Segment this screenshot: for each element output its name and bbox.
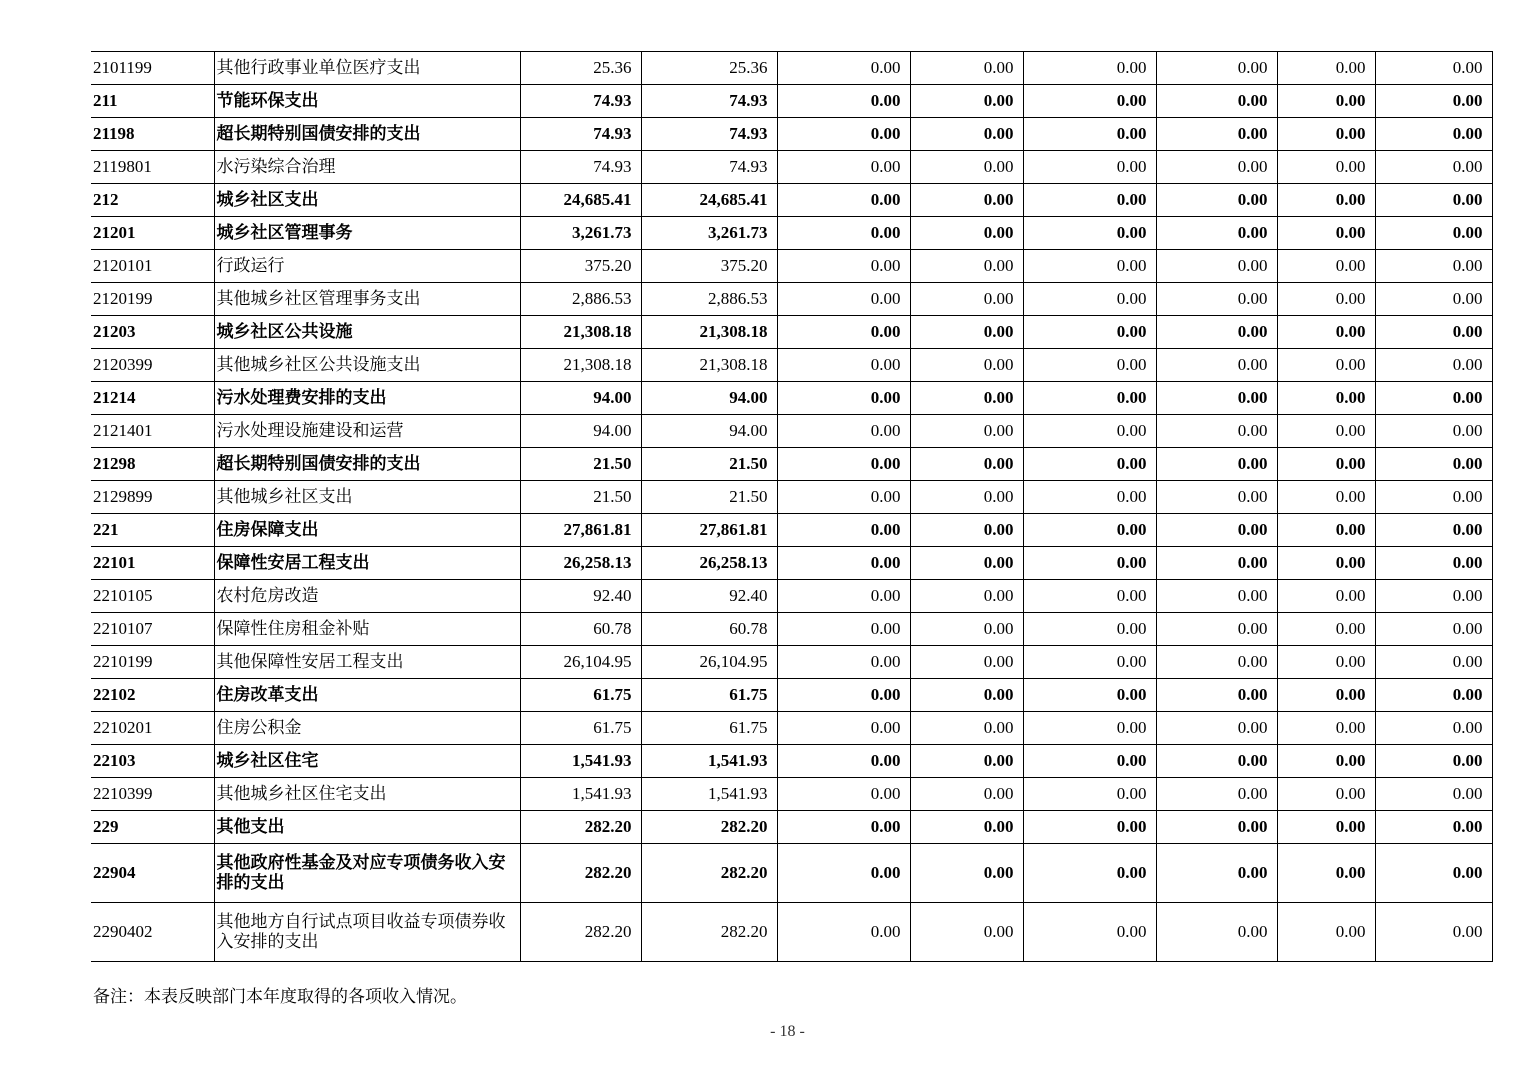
subject-name-cell: 保障性住房租金补贴 — [214, 613, 520, 646]
amount-cell: 0.00 — [1023, 415, 1156, 448]
amount-cell: 74.93 — [520, 118, 641, 151]
amount-cell: 0.00 — [1023, 811, 1156, 844]
table-row — [91, 712, 1492, 745]
amount-cell: 0.00 — [910, 283, 1023, 316]
amount-cell: 0.00 — [1023, 547, 1156, 580]
amount-cell: 0.00 — [1023, 151, 1156, 184]
table-row — [91, 903, 1492, 962]
subject-code-cell: 22102 — [91, 679, 214, 712]
amount-cell: 0.00 — [1156, 580, 1277, 613]
amount-cell: 25.36 — [641, 52, 777, 85]
amount-cell: 0.00 — [777, 448, 910, 481]
subject-name-cell: 其他城乡社区管理事务支出 — [214, 283, 520, 316]
amount-cell: 0.00 — [1375, 844, 1492, 903]
subject-code-cell: 21203 — [91, 316, 214, 349]
amount-cell: 0.00 — [1023, 679, 1156, 712]
amount-cell: 0.00 — [1156, 151, 1277, 184]
amount-cell: 0.00 — [1277, 349, 1375, 382]
amount-cell: 0.00 — [1277, 580, 1375, 613]
amount-cell: 0.00 — [1277, 778, 1375, 811]
amount-cell: 0.00 — [910, 679, 1023, 712]
amount-cell: 60.78 — [641, 613, 777, 646]
amount-cell: 0.00 — [1023, 250, 1156, 283]
amount-cell: 0.00 — [777, 217, 910, 250]
amount-cell: 0.00 — [1023, 52, 1156, 85]
amount-cell: 0.00 — [1023, 283, 1156, 316]
amount-cell: 0.00 — [1277, 811, 1375, 844]
amount-cell: 21.50 — [520, 481, 641, 514]
subject-name-cell: 农村危房改造 — [214, 580, 520, 613]
amount-cell: 0.00 — [910, 514, 1023, 547]
amount-cell: 21.50 — [520, 448, 641, 481]
amount-cell: 0.00 — [1375, 778, 1492, 811]
amount-cell: 0.00 — [1023, 481, 1156, 514]
amount-cell: 24,685.41 — [520, 184, 641, 217]
amount-cell: 0.00 — [910, 712, 1023, 745]
amount-cell: 0.00 — [1156, 85, 1277, 118]
table-row — [91, 316, 1492, 349]
amount-cell: 0.00 — [910, 646, 1023, 679]
subject-name-cell: 其他城乡社区支出 — [214, 481, 520, 514]
amount-cell: 0.00 — [1156, 184, 1277, 217]
subject-code-cell: 2210201 — [91, 712, 214, 745]
amount-cell: 0.00 — [1277, 250, 1375, 283]
amount-cell: 0.00 — [1375, 745, 1492, 778]
amount-cell: 0.00 — [1023, 844, 1156, 903]
amount-cell: 61.75 — [520, 679, 641, 712]
amount-cell: 0.00 — [1375, 283, 1492, 316]
amount-cell: 0.00 — [1156, 811, 1277, 844]
subject-name-cell: 其他保障性安居工程支出 — [214, 646, 520, 679]
amount-cell: 0.00 — [777, 844, 910, 903]
subject-code-cell: 2210399 — [91, 778, 214, 811]
amount-cell: 0.00 — [910, 316, 1023, 349]
amount-cell: 0.00 — [1156, 448, 1277, 481]
table-row — [91, 415, 1492, 448]
amount-cell: 0.00 — [777, 85, 910, 118]
amount-cell: 282.20 — [641, 844, 777, 903]
amount-cell: 0.00 — [1023, 349, 1156, 382]
amount-cell: 0.00 — [1375, 448, 1492, 481]
amount-cell: 0.00 — [1277, 613, 1375, 646]
amount-cell: 1,541.93 — [520, 745, 641, 778]
subject-code-cell: 2119801 — [91, 151, 214, 184]
amount-cell: 0.00 — [1023, 613, 1156, 646]
subject-name-cell: 城乡社区管理事务 — [214, 217, 520, 250]
amount-cell: 0.00 — [1156, 349, 1277, 382]
amount-cell: 24,685.41 — [641, 184, 777, 217]
amount-cell: 0.00 — [1375, 184, 1492, 217]
amount-cell: 0.00 — [1023, 316, 1156, 349]
subject-name-cell: 其他政府性基金及对应专项债务收入安排的支出 — [214, 844, 520, 903]
amount-cell: 94.00 — [641, 415, 777, 448]
amount-cell: 2,886.53 — [641, 283, 777, 316]
amount-cell: 0.00 — [777, 547, 910, 580]
amount-cell: 0.00 — [1023, 118, 1156, 151]
subject-code-cell: 2210107 — [91, 613, 214, 646]
amount-cell: 94.00 — [520, 415, 641, 448]
amount-cell: 0.00 — [1375, 217, 1492, 250]
amount-cell: 0.00 — [910, 778, 1023, 811]
amount-cell: 375.20 — [641, 250, 777, 283]
amount-cell: 0.00 — [1277, 151, 1375, 184]
subject-code-cell: 2120199 — [91, 283, 214, 316]
amount-cell: 74.93 — [641, 85, 777, 118]
table-row — [91, 349, 1492, 382]
amount-cell: 0.00 — [1156, 250, 1277, 283]
table-row — [91, 151, 1492, 184]
amount-cell: 0.00 — [1156, 613, 1277, 646]
amount-cell: 0.00 — [910, 844, 1023, 903]
amount-cell: 282.20 — [520, 811, 641, 844]
amount-cell: 0.00 — [910, 151, 1023, 184]
amount-cell: 74.93 — [641, 151, 777, 184]
amount-cell: 0.00 — [777, 250, 910, 283]
amount-cell: 27,861.81 — [520, 514, 641, 547]
amount-cell: 0.00 — [1375, 349, 1492, 382]
amount-cell: 0.00 — [1277, 217, 1375, 250]
subject-code-cell: 22103 — [91, 745, 214, 778]
amount-cell: 0.00 — [777, 811, 910, 844]
subject-name-cell: 住房保障支出 — [214, 514, 520, 547]
amount-cell: 3,261.73 — [641, 217, 777, 250]
amount-cell: 0.00 — [1023, 580, 1156, 613]
subject-name-cell: 超长期特别国债安排的支出 — [214, 448, 520, 481]
amount-cell: 0.00 — [1375, 250, 1492, 283]
amount-cell: 0.00 — [777, 481, 910, 514]
amount-cell: 0.00 — [1277, 52, 1375, 85]
amount-cell: 3,261.73 — [520, 217, 641, 250]
amount-cell: 0.00 — [777, 118, 910, 151]
amount-cell: 0.00 — [777, 184, 910, 217]
amount-cell: 0.00 — [1023, 646, 1156, 679]
amount-cell: 60.78 — [520, 613, 641, 646]
amount-cell: 0.00 — [777, 903, 910, 962]
amount-cell: 0.00 — [1277, 316, 1375, 349]
amount-cell: 0.00 — [1156, 903, 1277, 962]
subject-name-cell: 污水处理费安排的支出 — [214, 382, 520, 415]
table-row — [91, 844, 1492, 903]
table-row — [91, 580, 1492, 613]
amount-cell: 0.00 — [1375, 811, 1492, 844]
amount-cell: 0.00 — [777, 778, 910, 811]
table-row — [91, 448, 1492, 481]
amount-cell: 0.00 — [1277, 283, 1375, 316]
subject-code-cell: 2121401 — [91, 415, 214, 448]
amount-cell: 0.00 — [1277, 646, 1375, 679]
amount-cell: 21.50 — [641, 481, 777, 514]
amount-cell: 0.00 — [1277, 448, 1375, 481]
subject-name-cell: 城乡社区公共设施 — [214, 316, 520, 349]
amount-cell: 0.00 — [1023, 778, 1156, 811]
table-row — [91, 481, 1492, 514]
amount-cell: 0.00 — [1375, 679, 1492, 712]
amount-cell: 0.00 — [1023, 85, 1156, 118]
amount-cell: 0.00 — [1375, 85, 1492, 118]
subject-name-cell: 节能环保支出 — [214, 85, 520, 118]
subject-name-cell: 污水处理设施建设和运营 — [214, 415, 520, 448]
amount-cell: 0.00 — [777, 415, 910, 448]
amount-cell: 0.00 — [777, 283, 910, 316]
amount-cell: 0.00 — [1023, 382, 1156, 415]
amount-cell: 0.00 — [1277, 184, 1375, 217]
amount-cell: 74.93 — [520, 85, 641, 118]
amount-cell: 92.40 — [520, 580, 641, 613]
subject-code-cell: 21214 — [91, 382, 214, 415]
amount-cell: 0.00 — [1023, 903, 1156, 962]
amount-cell: 0.00 — [1375, 481, 1492, 514]
amount-cell: 21,308.18 — [520, 316, 641, 349]
amount-cell: 0.00 — [1156, 52, 1277, 85]
amount-cell: 282.20 — [641, 903, 777, 962]
amount-cell: 21,308.18 — [641, 349, 777, 382]
amount-cell: 94.00 — [641, 382, 777, 415]
amount-cell: 0.00 — [910, 448, 1023, 481]
subject-name-cell: 住房改革支出 — [214, 679, 520, 712]
amount-cell: 0.00 — [910, 547, 1023, 580]
subject-code-cell: 21201 — [91, 217, 214, 250]
table-row — [91, 217, 1492, 250]
amount-cell: 0.00 — [1375, 415, 1492, 448]
amount-cell: 61.75 — [520, 712, 641, 745]
amount-cell: 375.20 — [520, 250, 641, 283]
amount-cell: 0.00 — [1375, 547, 1492, 580]
table-row — [91, 514, 1492, 547]
amount-cell: 0.00 — [1023, 184, 1156, 217]
amount-cell: 0.00 — [1277, 547, 1375, 580]
amount-cell: 61.75 — [641, 679, 777, 712]
table-row — [91, 52, 1492, 85]
subject-name-cell: 城乡社区支出 — [214, 184, 520, 217]
amount-cell: 74.93 — [520, 151, 641, 184]
amount-cell: 0.00 — [1156, 514, 1277, 547]
amount-cell: 0.00 — [1277, 514, 1375, 547]
amount-cell: 0.00 — [1277, 415, 1375, 448]
amount-cell: 0.00 — [1156, 283, 1277, 316]
table-row — [91, 646, 1492, 679]
table-row — [91, 547, 1492, 580]
table-body — [91, 52, 1492, 962]
subject-code-cell: 2101199 — [91, 52, 214, 85]
subject-name-cell: 其他行政事业单位医疗支出 — [214, 52, 520, 85]
amount-cell: 0.00 — [777, 613, 910, 646]
amount-cell: 282.20 — [641, 811, 777, 844]
income-budget-table — [91, 51, 1493, 962]
amount-cell: 0.00 — [1375, 52, 1492, 85]
table-row — [91, 250, 1492, 283]
subject-code-cell: 21298 — [91, 448, 214, 481]
subject-name-cell: 保障性安居工程支出 — [214, 547, 520, 580]
amount-cell: 0.00 — [910, 184, 1023, 217]
amount-cell: 0.00 — [910, 85, 1023, 118]
amount-cell: 0.00 — [1375, 613, 1492, 646]
amount-cell: 0.00 — [1156, 118, 1277, 151]
amount-cell: 0.00 — [1023, 448, 1156, 481]
amount-cell: 0.00 — [1277, 844, 1375, 903]
amount-cell: 0.00 — [1375, 514, 1492, 547]
subject-name-cell: 城乡社区住宅 — [214, 745, 520, 778]
subject-name-cell: 超长期特别国债安排的支出 — [214, 118, 520, 151]
amount-cell: 74.93 — [641, 118, 777, 151]
subject-name-cell: 其他地方自行试点项目收益专项债券收入安排的支出 — [214, 903, 520, 962]
amount-cell: 0.00 — [1277, 382, 1375, 415]
amount-cell: 21,308.18 — [520, 349, 641, 382]
amount-cell: 0.00 — [1156, 844, 1277, 903]
table-row — [91, 745, 1492, 778]
amount-cell: 61.75 — [641, 712, 777, 745]
footnote: 备注：本表反映部门本年度取得的各项收入情况。 — [93, 987, 467, 1006]
amount-cell: 0.00 — [1156, 646, 1277, 679]
amount-cell: 0.00 — [777, 514, 910, 547]
amount-cell: 0.00 — [1156, 415, 1277, 448]
amount-cell: 0.00 — [910, 118, 1023, 151]
amount-cell: 27,861.81 — [641, 514, 777, 547]
amount-cell: 0.00 — [1277, 712, 1375, 745]
table-row — [91, 811, 1492, 844]
amount-cell: 0.00 — [777, 580, 910, 613]
subject-code-cell: 21198 — [91, 118, 214, 151]
amount-cell: 0.00 — [1023, 745, 1156, 778]
amount-cell: 0.00 — [777, 316, 910, 349]
amount-cell: 0.00 — [1156, 316, 1277, 349]
table-row — [91, 85, 1492, 118]
amount-cell: 0.00 — [1156, 481, 1277, 514]
amount-cell: 0.00 — [777, 151, 910, 184]
amount-cell: 0.00 — [777, 349, 910, 382]
amount-cell: 0.00 — [910, 52, 1023, 85]
amount-cell: 0.00 — [1375, 118, 1492, 151]
amount-cell: 0.00 — [1156, 679, 1277, 712]
amount-cell: 0.00 — [1277, 85, 1375, 118]
amount-cell: 1,541.93 — [520, 778, 641, 811]
table-row — [91, 679, 1492, 712]
page-number: - 18 - — [770, 1023, 805, 1040]
amount-cell: 282.20 — [520, 903, 641, 962]
amount-cell: 0.00 — [777, 52, 910, 85]
subject-code-cell: 22904 — [91, 844, 214, 903]
amount-cell: 0.00 — [777, 745, 910, 778]
amount-cell: 0.00 — [910, 580, 1023, 613]
amount-cell: 26,104.95 — [520, 646, 641, 679]
subject-name-cell: 水污染综合治理 — [214, 151, 520, 184]
amount-cell: 0.00 — [777, 712, 910, 745]
amount-cell: 92.40 — [641, 580, 777, 613]
amount-cell: 0.00 — [1375, 151, 1492, 184]
subject-code-cell: 2120101 — [91, 250, 214, 283]
amount-cell: 0.00 — [777, 382, 910, 415]
amount-cell: 0.00 — [1156, 778, 1277, 811]
subject-code-cell: 22101 — [91, 547, 214, 580]
amount-cell: 26,258.13 — [641, 547, 777, 580]
amount-cell: 0.00 — [1023, 712, 1156, 745]
amount-cell: 0.00 — [1156, 547, 1277, 580]
amount-cell: 0.00 — [1375, 382, 1492, 415]
amount-cell: 0.00 — [1375, 903, 1492, 962]
amount-cell: 0.00 — [1156, 712, 1277, 745]
amount-cell: 0.00 — [910, 250, 1023, 283]
subject-code-cell: 2210199 — [91, 646, 214, 679]
amount-cell: 0.00 — [1277, 745, 1375, 778]
amount-cell: 0.00 — [1375, 316, 1492, 349]
amount-cell: 1,541.93 — [641, 778, 777, 811]
amount-cell: 1,541.93 — [641, 745, 777, 778]
amount-cell: 0.00 — [910, 217, 1023, 250]
amount-cell: 26,104.95 — [641, 646, 777, 679]
amount-cell: 0.00 — [910, 382, 1023, 415]
amount-cell: 0.00 — [777, 679, 910, 712]
table-row — [91, 184, 1492, 217]
subject-code-cell: 2129899 — [91, 481, 214, 514]
subject-code-cell: 211 — [91, 85, 214, 118]
amount-cell: 21,308.18 — [641, 316, 777, 349]
amount-cell: 0.00 — [1277, 118, 1375, 151]
amount-cell: 282.20 — [520, 844, 641, 903]
subject-name-cell: 住房公积金 — [214, 712, 520, 745]
amount-cell: 0.00 — [910, 811, 1023, 844]
subject-code-cell: 229 — [91, 811, 214, 844]
amount-cell: 0.00 — [1156, 382, 1277, 415]
amount-cell: 0.00 — [1277, 679, 1375, 712]
amount-cell: 0.00 — [1277, 481, 1375, 514]
amount-cell: 0.00 — [1023, 217, 1156, 250]
subject-code-cell: 221 — [91, 514, 214, 547]
subject-name-cell: 其他城乡社区公共设施支出 — [214, 349, 520, 382]
subject-code-cell: 2210105 — [91, 580, 214, 613]
table-row — [91, 283, 1492, 316]
subject-code-cell: 212 — [91, 184, 214, 217]
amount-cell: 25.36 — [520, 52, 641, 85]
table-row — [91, 118, 1492, 151]
amount-cell: 0.00 — [910, 613, 1023, 646]
amount-cell: 0.00 — [1375, 646, 1492, 679]
amount-cell: 0.00 — [1156, 745, 1277, 778]
subject-name-cell: 其他支出 — [214, 811, 520, 844]
amount-cell: 0.00 — [1375, 580, 1492, 613]
amount-cell: 0.00 — [910, 745, 1023, 778]
amount-cell: 0.00 — [910, 481, 1023, 514]
subject-name-cell: 行政运行 — [214, 250, 520, 283]
subject-code-cell: 2290402 — [91, 903, 214, 962]
amount-cell: 0.00 — [1277, 903, 1375, 962]
subject-name-cell: 其他城乡社区住宅支出 — [214, 778, 520, 811]
amount-cell: 0.00 — [1023, 514, 1156, 547]
amount-cell: 0.00 — [1156, 217, 1277, 250]
amount-cell: 21.50 — [641, 448, 777, 481]
amount-cell: 0.00 — [777, 646, 910, 679]
amount-cell: 26,258.13 — [520, 547, 641, 580]
amount-cell: 0.00 — [910, 349, 1023, 382]
table-row — [91, 382, 1492, 415]
amount-cell: 0.00 — [1375, 712, 1492, 745]
amount-cell: 0.00 — [910, 903, 1023, 962]
subject-code-cell: 2120399 — [91, 349, 214, 382]
table-row — [91, 613, 1492, 646]
amount-cell: 0.00 — [910, 415, 1023, 448]
table-row — [91, 778, 1492, 811]
amount-cell: 2,886.53 — [520, 283, 641, 316]
amount-cell: 94.00 — [520, 382, 641, 415]
